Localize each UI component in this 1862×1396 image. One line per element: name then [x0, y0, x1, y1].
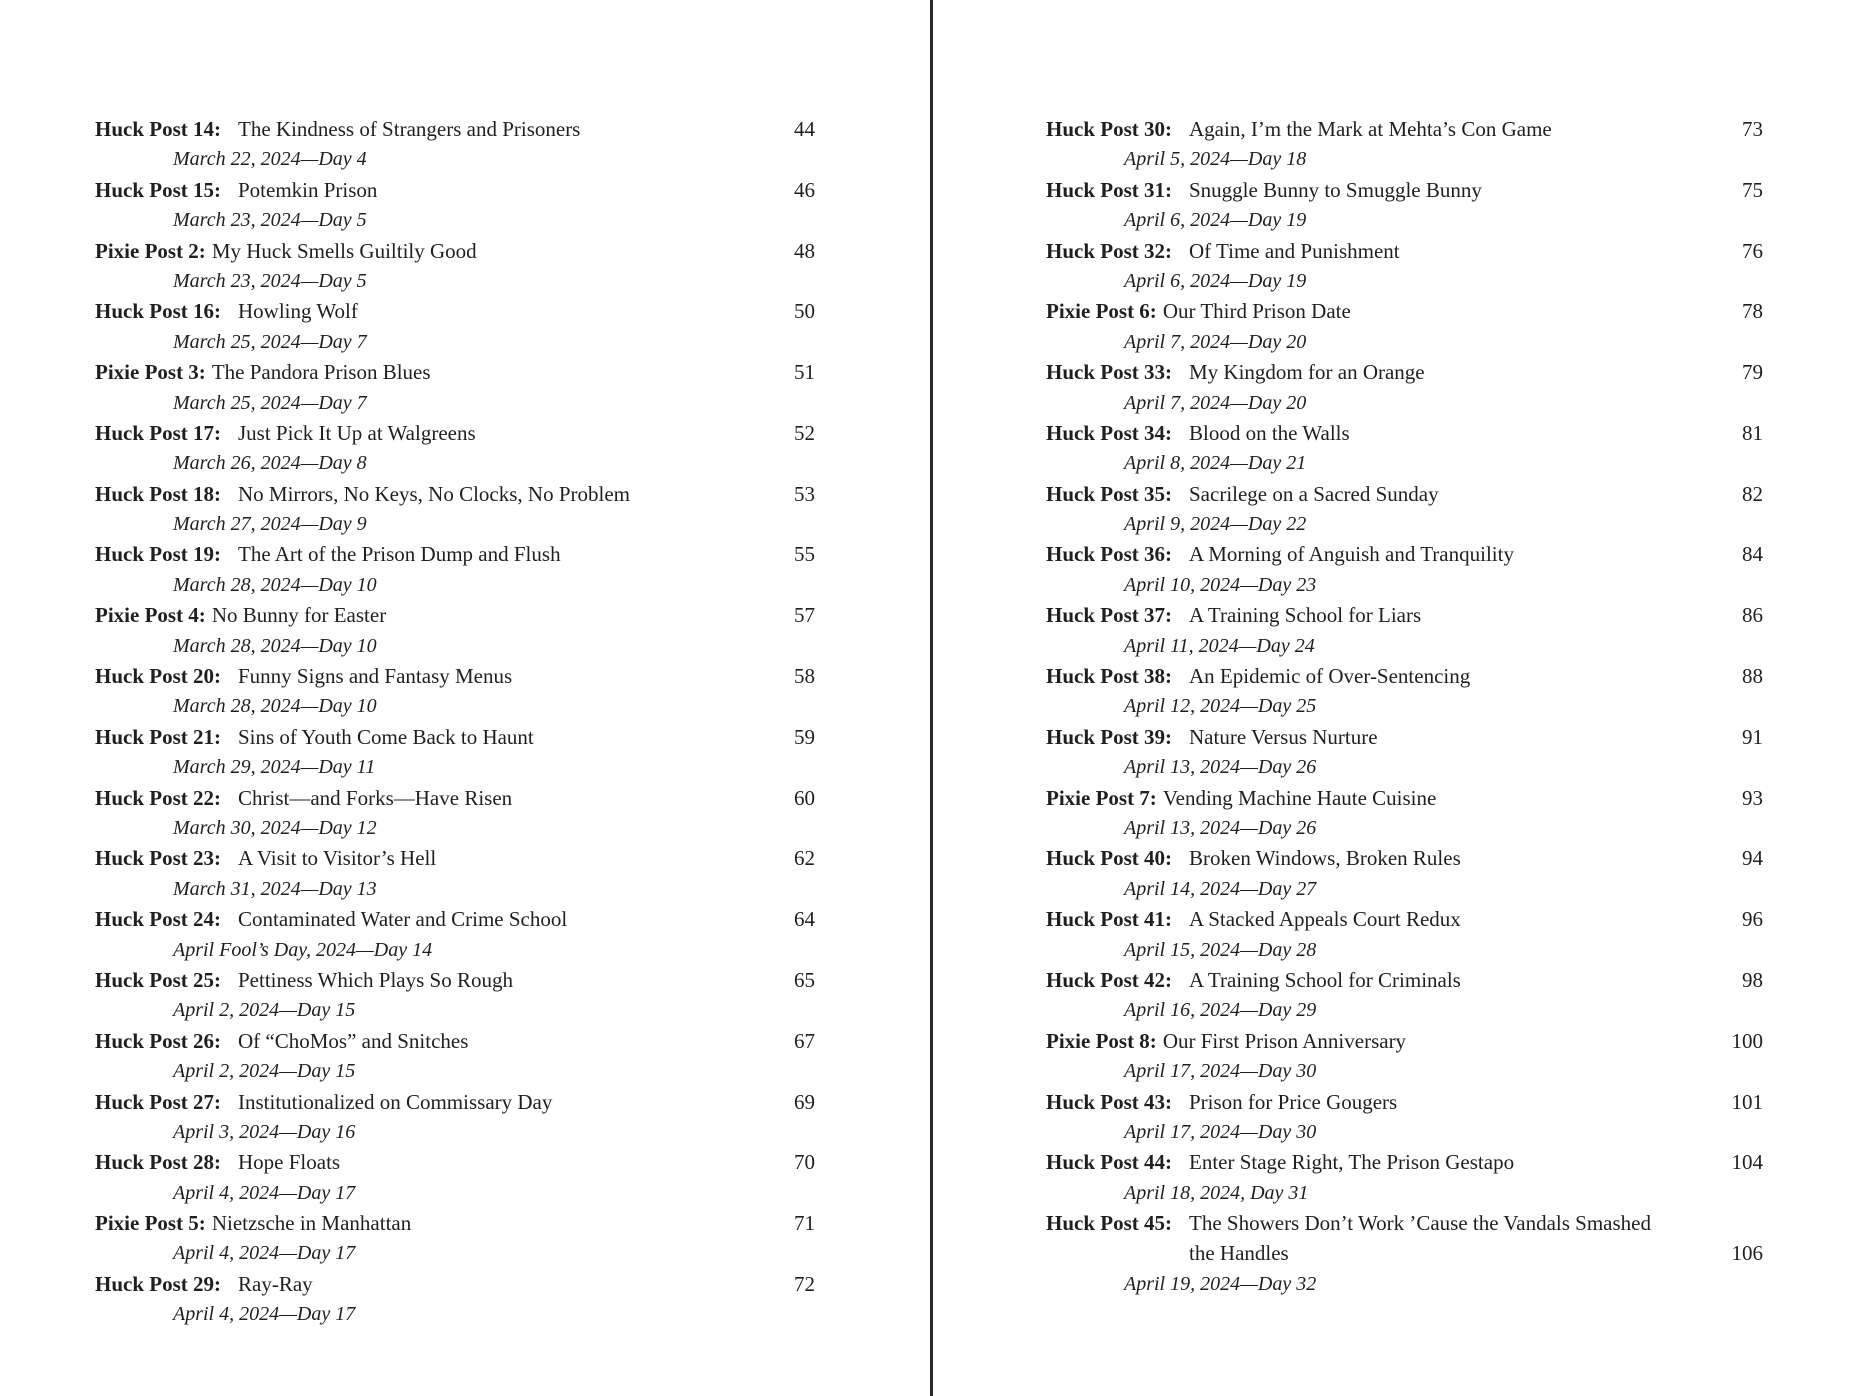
toc-entry-page-number: 58	[794, 664, 815, 689]
toc-entry-title: Funny Signs and Fantasy Menus	[238, 664, 513, 689]
toc-entry-date: March 31, 2024—Day 13	[173, 877, 377, 900]
toc-entry	[1046, 904, 1763, 965]
toc-entry-title: Pettiness Which Plays So Rough	[238, 967, 513, 992]
toc-entry-date: March 27, 2024—Day 9	[173, 513, 367, 536]
toc-entry-page-number: 57	[794, 603, 815, 628]
toc-entry-title: Prison for Price Gougers	[1189, 1089, 1398, 1114]
toc-entry	[1046, 357, 1763, 418]
toc-entry-date: March 30, 2024—Day 12	[173, 816, 377, 839]
toc-entry-label: Huck Post 22:	[95, 785, 221, 810]
toc-entry-heading	[1046, 418, 1763, 448]
toc-entry	[1046, 1026, 1763, 1087]
toc-entry-date: April Fool’s Day, 2024—Day 14	[173, 938, 433, 961]
toc-entry-label: Huck Post 14:	[95, 117, 221, 141]
toc-entry	[1046, 1087, 1763, 1148]
toc-entry-page-number: 94	[1742, 846, 1763, 871]
toc-entry-heading	[95, 479, 815, 509]
toc-entry-title: My Huck Smells Guiltily Good	[211, 238, 477, 263]
toc-entry-title: Our Third Prison Date	[1162, 299, 1351, 324]
toc-entry-heading	[1046, 357, 1763, 387]
toc-entry-date: April 4, 2024—Day 17	[173, 1242, 356, 1265]
toc-entry-date: March 28, 2024—Day 10	[173, 634, 377, 657]
toc-entry-title: Broken Windows, Broken Rules	[1189, 846, 1461, 871]
toc-entry	[1046, 296, 1763, 357]
toc-entry-heading	[1046, 114, 1763, 144]
toc-list-right	[1046, 114, 1763, 1299]
toc-entry-date: April 14, 2024—Day 27	[1124, 877, 1317, 900]
toc-entry	[1046, 722, 1763, 783]
toc-entry	[1046, 843, 1763, 904]
toc-entry-label: Huck Post 39:	[1046, 724, 1172, 749]
toc-entry-page-number: 60	[794, 785, 815, 810]
toc-entry-date: April 2, 2024—Day 15	[173, 999, 356, 1022]
toc-entry-title: Of “ChoMos” and Snitches	[238, 1028, 469, 1053]
toc-entry-label: Huck Post 18:	[95, 481, 221, 506]
toc-entry-label: Pixie Post 6:	[1046, 299, 1157, 324]
toc-entry-label: Huck Post 27:	[95, 1089, 221, 1114]
toc-entry-page-number: 81	[1742, 420, 1763, 445]
toc-entry-date: April 16, 2024—Day 29	[1124, 999, 1317, 1022]
toc-entry-label: Pixie Post 8:	[1046, 1028, 1157, 1053]
toc-entry-label: Pixie Post 3:	[95, 360, 206, 385]
toc-entry-date: April 13, 2024—Day 26	[1124, 816, 1317, 839]
toc-entry-heading	[95, 236, 815, 266]
toc-entry-heading	[1046, 965, 1763, 995]
toc-entry	[95, 1269, 815, 1330]
toc-entry-page-number: 59	[794, 724, 815, 749]
toc-entry	[95, 175, 815, 236]
toc-entry	[95, 1026, 815, 1087]
toc-entry-title: Blood on the Walls	[1189, 420, 1350, 445]
toc-entry-date: March 25, 2024—Day 7	[173, 391, 367, 414]
toc-entry-label: Pixie Post 4:	[95, 603, 206, 628]
toc-entry-title: The Art of the Prison Dump and Flush	[238, 542, 561, 567]
toc-entry-title: Institutionalized on Commissary Day	[238, 1089, 553, 1114]
toc-entry-label: Huck Post 20:	[95, 664, 221, 689]
toc-entry-date: April 2, 2024—Day 15	[173, 1060, 356, 1083]
toc-entry-page-number: 69	[794, 1089, 815, 1114]
toc-entry-heading	[1046, 600, 1763, 630]
toc-entry-label: Huck Post 33:	[1046, 360, 1172, 385]
toc-entry-heading	[1046, 904, 1763, 934]
toc-entry-title: No Bunny for Easter	[211, 603, 387, 628]
toc-entry-heading	[95, 843, 815, 873]
toc-entry-page-number: 75	[1742, 177, 1763, 202]
toc-entry-title: Snuggle Bunny to Smuggle Bunny	[1189, 177, 1482, 202]
toc-entry	[1046, 175, 1763, 236]
toc-entry-heading	[1046, 843, 1763, 873]
toc-entry	[95, 1208, 815, 1269]
toc-entry	[95, 843, 815, 904]
toc-entry-page-number: 44	[794, 117, 815, 141]
toc-entry-label: Huck Post 24:	[95, 907, 221, 932]
toc-entry-date: April 7, 2024—Day 20	[1124, 330, 1307, 353]
toc-entry	[1046, 1208, 1763, 1299]
toc-entry-page-number: 64	[794, 907, 815, 932]
toc-entry-date: April 3, 2024—Day 16	[173, 1120, 356, 1143]
toc-entry-heading	[95, 661, 815, 691]
toc-entry-label: Huck Post 43:	[1046, 1089, 1172, 1114]
toc-entry	[1046, 965, 1763, 1026]
toc-entry-title: An Epidemic of Over-Sentencing	[1189, 664, 1471, 689]
toc-entry-page-number: 98	[1742, 967, 1763, 992]
toc-entry-title: Nietzsche in Manhattan	[211, 1211, 412, 1236]
toc-entry-label: Huck Post 37:	[1046, 603, 1172, 628]
toc-entry-page-number: 84	[1742, 542, 1763, 567]
toc-entry-label: Huck Post 45:	[1046, 1211, 1172, 1236]
toc-entry-label: Huck Post 38:	[1046, 664, 1172, 689]
toc-entry-date: April 4, 2024—Day 17	[173, 1181, 356, 1204]
toc-entry-page-number: 70	[794, 1150, 815, 1175]
toc-entry-title: A Stacked Appeals Court Redux	[1189, 907, 1461, 932]
toc-entry-label: Huck Post 40:	[1046, 846, 1172, 871]
toc-entry-label: Huck Post 26:	[95, 1028, 221, 1053]
toc-entry	[95, 296, 815, 357]
toc-entry-date: April 13, 2024—Day 26	[1124, 756, 1317, 779]
toc-entry-title: No Mirrors, No Keys, No Clocks, No Problem	[238, 481, 630, 506]
toc-entry-label: Huck Post 35:	[1046, 481, 1172, 506]
toc-entry-title: The Showers Don’t Work ’Cause the Vandals Smashed	[1189, 1211, 1651, 1236]
toc-entry-page-number: 67	[794, 1028, 815, 1053]
toc-entry	[1046, 114, 1763, 175]
toc-entry-date: March 23, 2024—Day 5	[173, 269, 367, 292]
toc-entry-label: Huck Post 29:	[95, 1271, 221, 1296]
toc-entry-heading	[1046, 539, 1763, 569]
toc-entry-page-number: 73	[1742, 117, 1763, 141]
toc-entry-date: April 15, 2024—Day 28	[1124, 938, 1317, 961]
toc-entry	[95, 600, 815, 661]
toc-entry-title: Hope Floats	[238, 1150, 341, 1175]
toc-entry-title: Our First Prison Anniversary	[1162, 1028, 1407, 1053]
toc-entry-heading	[95, 1087, 815, 1117]
toc-entry-date: April 17, 2024—Day 30	[1124, 1120, 1317, 1143]
toc-entry	[95, 904, 815, 965]
toc-list-left	[95, 114, 815, 1330]
toc-entry	[95, 1087, 815, 1148]
toc-entry	[95, 1147, 815, 1208]
toc-entry-label: Huck Post 32:	[1046, 238, 1172, 263]
toc-entry	[1046, 1147, 1763, 1208]
toc-entry-page-number: 82	[1742, 481, 1763, 506]
toc-entry-heading	[1046, 236, 1763, 266]
toc-entry-page-number: 100	[1731, 1028, 1763, 1053]
toc-entry-heading	[95, 1026, 815, 1056]
toc-entry-heading	[95, 1208, 815, 1238]
toc-entry-heading	[95, 965, 815, 995]
toc-entry-title: Contaminated Water and Crime School	[238, 907, 568, 932]
toc-entry-page-number: 91	[1742, 724, 1763, 749]
toc-entry-heading	[1046, 1026, 1763, 1056]
toc-entry	[1046, 783, 1763, 844]
toc-entry	[95, 114, 815, 175]
toc-entry-title: Christ—and Forks—Have Risen	[238, 785, 513, 810]
toc-entry-title: Sins of Youth Come Back to Haunt	[238, 724, 534, 749]
toc-entry-label: Huck Post 28:	[95, 1150, 221, 1175]
toc-entry-title: Nature Versus Nurture	[1189, 724, 1378, 749]
toc-entry-label: Huck Post 15:	[95, 177, 221, 202]
toc-entry-page-number: 53	[794, 481, 815, 506]
toc-entry-date: April 12, 2024—Day 25	[1124, 695, 1317, 718]
toc-entry-heading	[1046, 1147, 1763, 1177]
toc-entry	[95, 236, 815, 297]
toc-entry-label: Huck Post 44:	[1046, 1150, 1172, 1175]
toc-entry	[95, 722, 815, 783]
toc-entry	[1046, 236, 1763, 297]
toc-entry-page-number: 88	[1742, 664, 1763, 689]
toc-entry-title: The Kindness of Strangers and Prisoners	[238, 117, 581, 141]
toc-entry-title: A Training School for Liars	[1189, 603, 1422, 628]
toc-entry-page-number: 50	[794, 299, 815, 324]
toc-entry	[95, 539, 815, 600]
toc-entry-title: Ray-Ray	[238, 1271, 313, 1296]
toc-entry-heading	[1046, 783, 1763, 813]
toc-entry-label: Huck Post 21:	[95, 724, 221, 749]
toc-entry	[1046, 479, 1763, 540]
toc-entry	[95, 965, 815, 1026]
toc-entry-heading	[95, 296, 815, 326]
toc-entry-title: Sacrilege on a Sacred Sunday	[1189, 481, 1439, 506]
toc-entry-heading	[95, 114, 815, 144]
toc-entry-title: My Kingdom for an Orange	[1189, 360, 1425, 385]
toc-entry-label: Huck Post 17:	[95, 420, 221, 445]
toc-entry-title-continuation: the Handles	[1189, 1241, 1289, 1266]
toc-entry-page-number: 72	[794, 1271, 815, 1296]
toc-entry-heading	[1046, 722, 1763, 752]
toc-entry-heading	[95, 904, 815, 934]
toc-entry-title: The Pandora Prison Blues	[211, 360, 431, 385]
toc-entry-page-number: 48	[794, 238, 815, 263]
toc-entry-heading	[95, 175, 815, 205]
toc-entry-date: March 28, 2024—Day 10	[173, 573, 377, 596]
toc-entry-title: Just Pick It Up at Walgreens	[238, 420, 476, 445]
toc-entry	[95, 418, 815, 479]
toc-entry-date: March 28, 2024—Day 10	[173, 695, 377, 718]
toc-entry-label: Huck Post 19:	[95, 542, 221, 567]
toc-entry-date: April 10, 2024—Day 23	[1124, 573, 1317, 596]
toc-entry-heading	[1046, 1087, 1763, 1117]
toc-entry-label: Huck Post 16:	[95, 299, 221, 324]
toc-entry-label: Pixie Post 5:	[95, 1211, 206, 1236]
toc-entry-label: Huck Post 23:	[95, 846, 221, 871]
toc-entry-title: Howling Wolf	[238, 299, 358, 324]
toc-entry	[1046, 600, 1763, 661]
toc-entry-page-number: 86	[1742, 603, 1763, 628]
toc-entry-heading	[95, 783, 815, 813]
toc-entry-label: Pixie Post 2:	[95, 238, 206, 263]
toc-entry-date: April 7, 2024—Day 20	[1124, 391, 1307, 414]
toc-entry-label: Huck Post 36:	[1046, 542, 1172, 567]
toc-entry-title: A Training School for Criminals	[1189, 967, 1461, 992]
toc-entry-label: Huck Post 34:	[1046, 420, 1172, 445]
toc-entry-date: April 17, 2024—Day 30	[1124, 1060, 1317, 1083]
toc-entry-page-number: 76	[1742, 238, 1763, 263]
toc-entry-page-number: 46	[794, 177, 815, 202]
toc-entry-date: March 29, 2024—Day 11	[173, 756, 376, 779]
toc-entry-date: March 26, 2024—Day 8	[173, 452, 367, 475]
toc-entry	[1046, 418, 1763, 479]
toc-entry-label: Huck Post 42:	[1046, 967, 1172, 992]
toc-entry	[95, 661, 815, 722]
toc-entry-page-number: 52	[794, 420, 815, 445]
toc-entry-heading	[95, 1269, 815, 1299]
toc-entry-page-number: 104	[1731, 1150, 1763, 1175]
toc-entry-heading	[1046, 661, 1763, 691]
toc-entry-label: Huck Post 25:	[95, 967, 221, 992]
toc-entry-date: April 11, 2024—Day 24	[1124, 634, 1315, 657]
toc-entry-page-number: 62	[794, 846, 815, 871]
toc-entry	[1046, 539, 1763, 600]
toc-entry-label: Huck Post 30:	[1046, 117, 1172, 141]
toc-entry-heading	[95, 418, 815, 448]
toc-entry-date: April 4, 2024—Day 17	[173, 1303, 356, 1326]
toc-entry-date: April 8, 2024—Day 21	[1124, 452, 1307, 475]
toc-entry	[1046, 661, 1763, 722]
toc-entry-date: April 6, 2024—Day 19	[1124, 269, 1307, 292]
toc-entry-heading	[95, 539, 815, 569]
toc-entry-title: A Morning of Anguish and Tranquility	[1189, 542, 1514, 567]
toc-entry-heading	[1046, 296, 1763, 326]
toc-entry	[95, 783, 815, 844]
toc-entry-page-number: 101	[1731, 1089, 1763, 1114]
toc-entry-title: A Visit to Visitor’s Hell	[238, 846, 437, 871]
toc-entry-page-number: 93	[1742, 785, 1763, 810]
toc-entry-label: Huck Post 31:	[1046, 177, 1172, 202]
toc-entry-title: Vending Machine Haute Cuisine	[1162, 785, 1437, 810]
toc-entry-heading	[95, 1147, 815, 1177]
toc-entry-page-number: 96	[1742, 907, 1763, 932]
toc-entry-title: Of Time and Punishment	[1189, 238, 1400, 263]
toc-entry-date: April 18, 2024, Day 31	[1124, 1181, 1309, 1204]
toc-entry-page-number: 106	[1731, 1241, 1763, 1266]
toc-entry-heading	[95, 600, 815, 630]
toc-entry-page-number: 79	[1742, 360, 1763, 385]
toc-entry-page-number: 71	[794, 1211, 815, 1236]
toc-entry-heading	[1046, 1208, 1763, 1238]
toc-entry-title: Potemkin Prison	[238, 177, 378, 202]
right-page	[933, 0, 1862, 1396]
toc-entry-date: March 23, 2024—Day 5	[173, 209, 367, 232]
toc-entry-page-number: 78	[1742, 299, 1763, 324]
toc-entry-date: April 5, 2024—Day 18	[1124, 148, 1307, 171]
toc-entry-heading	[95, 357, 815, 387]
toc-entry-heading	[1046, 175, 1763, 205]
toc-entry	[95, 357, 815, 418]
toc-entry-title: Again, I’m the Mark at Mehta’s Con Game	[1189, 117, 1552, 141]
toc-entry-date: March 22, 2024—Day 4	[173, 148, 367, 171]
toc-entry-label: Huck Post 41:	[1046, 907, 1172, 932]
toc-entry-date: April 9, 2024—Day 22	[1124, 513, 1307, 536]
toc-entry-heading	[1046, 479, 1763, 509]
toc-entry-date: April 6, 2024—Day 19	[1124, 209, 1307, 232]
toc-entry-date: March 25, 2024—Day 7	[173, 330, 367, 353]
toc-entry-label: Pixie Post 7:	[1046, 785, 1157, 810]
toc-entry-date: April 19, 2024—Day 32	[1124, 1272, 1317, 1295]
toc-entry-heading	[95, 722, 815, 752]
toc-entry-page-number: 55	[794, 542, 815, 567]
toc-entry-title: Enter Stage Right, The Prison Gestapo	[1189, 1150, 1515, 1175]
toc-entry-page-number: 51	[794, 360, 815, 385]
toc-entry-page-number: 65	[794, 967, 815, 992]
toc-entry	[95, 479, 815, 540]
